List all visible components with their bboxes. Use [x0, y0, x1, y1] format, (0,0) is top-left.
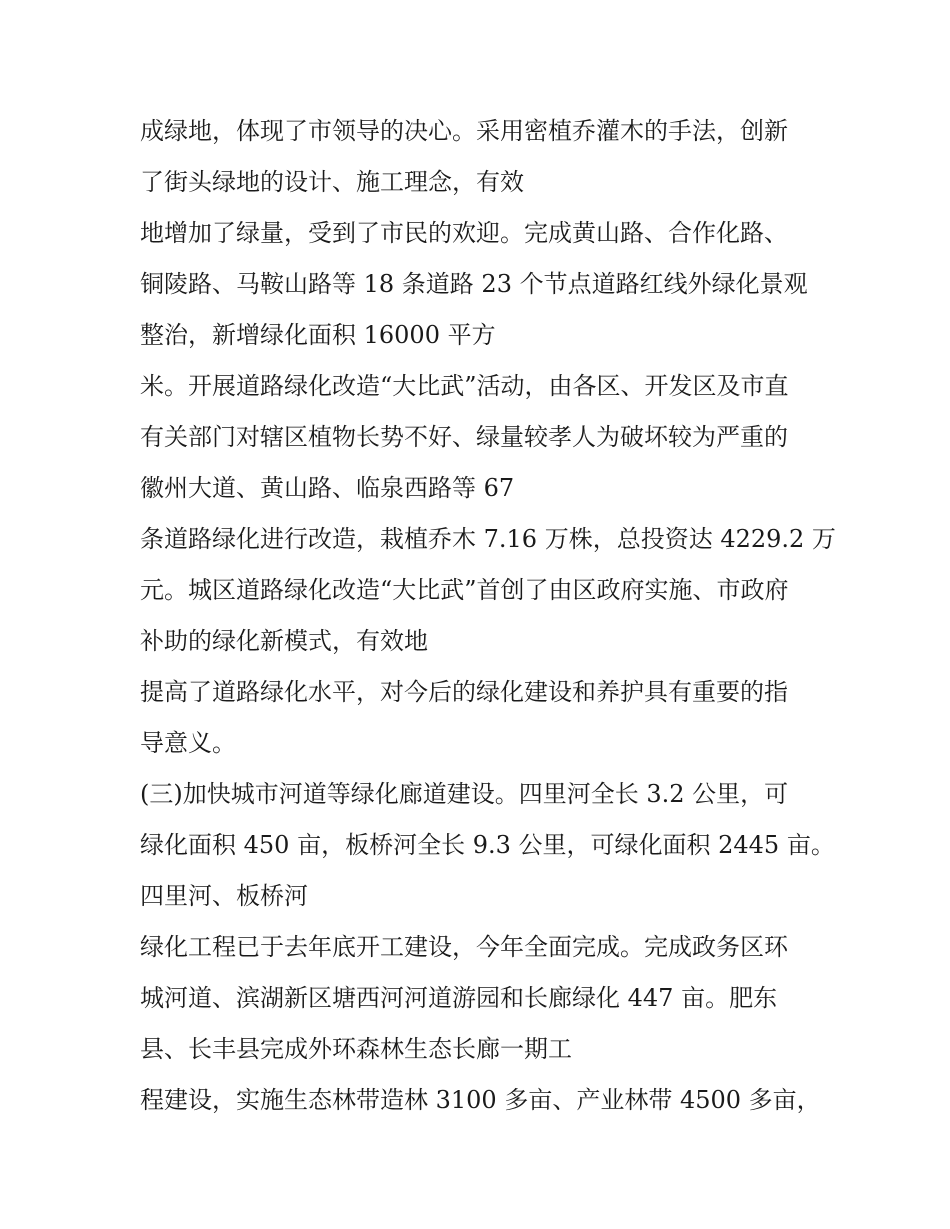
text-line: 绿化面积 450 亩，板桥河全长 9.3 公里，可绿化面积 2445 亩。	[140, 831, 835, 859]
text-line: 元。城区道路绿化改造“大比武”首创了由区政府实施、市政府	[140, 576, 789, 604]
text-line: 地增加了绿量，受到了市民的欢迎。完成黄山路、合作化路、	[140, 219, 788, 247]
text-line: 徽州大道、黄山路、临泉西路等 67	[140, 474, 515, 502]
text-line: 条道路绿化进行改造，栽植乔木 7.16 万株，总投资达 4229.2 万	[140, 525, 836, 553]
text-line: 程建设，实施生态林带造林 3100 多亩、产业林带 4500 多亩，	[140, 1086, 821, 1114]
text-line: 铜陵路、马鞍山路等 18 条道路 23 个节点道路红线外绿化景观	[140, 270, 808, 298]
text-line: (三)加快城市河道等绿化廊道建设。四里河全长 3.2 公里，可	[140, 780, 789, 808]
text-line: 提高了道路绿化水平，对今后的绿化建设和养护具有重要的指	[140, 678, 788, 706]
text-line: 县、长丰县完成外环森林生态长廊一期工	[140, 1035, 572, 1063]
text-line: 导意义。	[140, 729, 236, 757]
text-line: 有关部门对辖区植物长势不好、绿量较孝人为破坏较为严重的	[140, 423, 788, 451]
text-line: 整治，新增绿化面积 16000 平方	[140, 321, 496, 349]
body-text	[140, 106, 836, 1126]
text-line: 米。开展道路绿化改造“大比武”活动，由各区、开发区及市直	[140, 372, 789, 400]
text-line: 成绿地，体现了市领导的决心。采用密植乔灌木的手法，创新	[140, 117, 788, 145]
text-line: 了街头绿地的设计、施工理念，有效	[140, 168, 524, 196]
text-line: 四里河、板桥河	[140, 882, 308, 910]
text-line: 补助的绿化新模式，有效地	[140, 627, 428, 655]
text-line: 城河道、滨湖新区塘西河河道游园和长廊绿化 447 亩。肥东	[140, 984, 778, 1012]
text-line: 绿化工程已于去年底开工建设，今年全面完成。完成政务区环	[140, 933, 788, 961]
